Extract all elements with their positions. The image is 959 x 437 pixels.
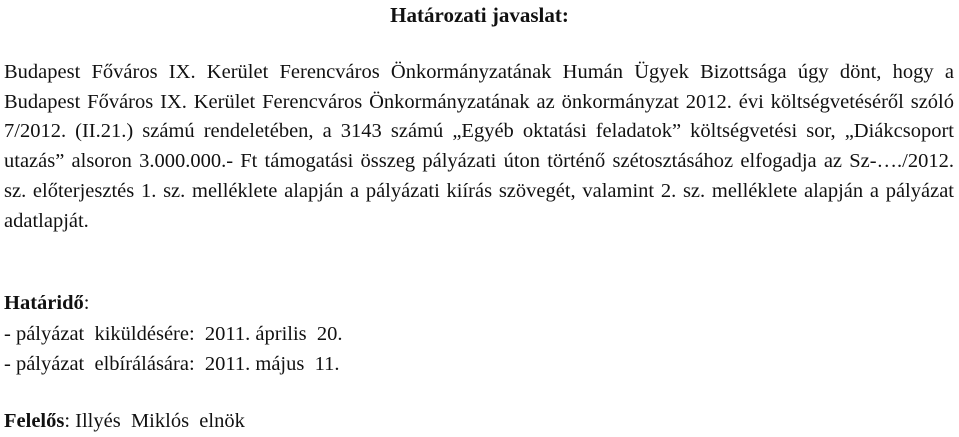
deadline-heading xyxy=(4,290,89,316)
deadline-item-sending: - pályázat kiküldésére: 2011. április 20. xyxy=(4,323,343,345)
document-title: Határozati javaslat: xyxy=(390,3,569,27)
responsible-line xyxy=(4,408,245,434)
responsible-label: Felelős xyxy=(4,410,65,432)
deadline-label: Határidő xyxy=(4,292,84,314)
deadline-suffix: : xyxy=(83,292,90,314)
resolution-body: Budapest Főváros IX. Kerület Ferencváros Önkormányzatának Humán Ügyek Bizottsága úgy dönt, hogy a Budapest Főváros IX. Kerület Ferencváros Önkormányzatának az önkormányzat 2012. évi költségvetéséről szóló 7/2012. (II.21.) számú rendeletében, a 3143 számú „Egyéb oktatási feladatok” költségvetési sor, „Diákcsoport utazás” alsoron 3.000.000.- Ft támogatási összeg pályázati úton történő szétosztásához elfogadja az Sz-…./2012. sz. előterjesztés 1. sz. melléklete alapján a pályázati kiírás szövegét, valamint 2. sz. melléklete alapján a pályázat adatlapját. xyxy=(4,61,954,232)
responsible-value: : Illyés Miklós elnök xyxy=(64,410,245,432)
deadline-item-evaluation: - pályázat elbírálására: 2011. május 11. xyxy=(4,353,340,375)
